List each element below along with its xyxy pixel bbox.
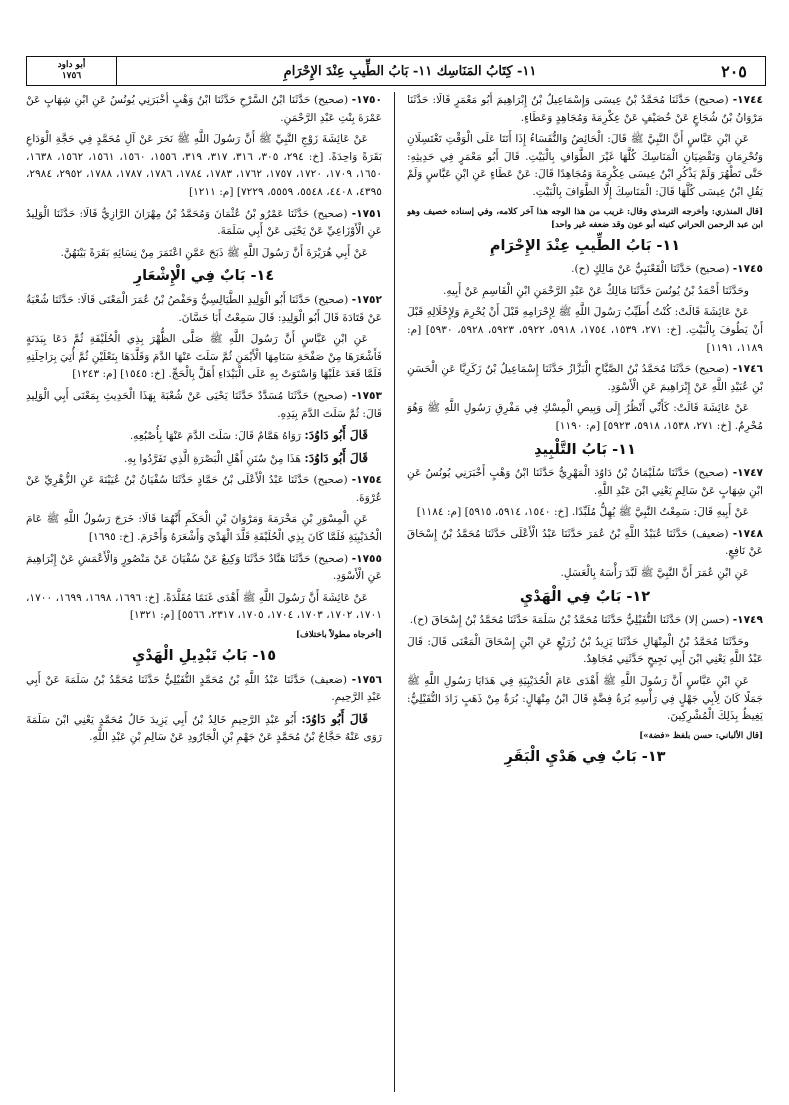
hadith-text: عَنْ عَائِشَةَ قَالَتْ: كَأَنِّي أَنْظُرُ إِلَى وَبِيصِ الْمِسْكِ فِي مَفْرِقِ رَسُولِ اللَّهِ ﷺ وَهُوَ مُحْرِمٌ. [خ: ٢٧١، ١٥٣٨، ٥٩١٨، ٥٩٢٣] [م: ١١٩٠] (407, 402, 763, 432)
side-book-name: أبو داود (57, 60, 86, 70)
author-remark-text: هَذَا مِنْ سُنَنِ أَهْلِ الْبَصْرَةِ الَّذِي تَفَرَّدُوا بِهِ. (124, 452, 302, 465)
right-column (407, 92, 763, 1097)
header-side-box (27, 57, 117, 85)
hadith-isnad: (صحيح) حَدَّثَنَا الْقَعْنَبِيُّ عَنْ مَالِكٍ (ح). (571, 263, 730, 276)
hadith-entry (26, 292, 382, 327)
chapter-heading: ١٤- بَابٌ فِي الْإِشْعَارِ (133, 268, 275, 285)
hadith-entry (26, 672, 382, 707)
hadith-text: عَنِ ابْنِ عَبَّاسٍ أَنَّ رَسُولَ اللَّهِ ﷺ صَلَّى الظُّهْرَ بِذِي الْحُلَيْفَةِ ثُمَّ دَعَا بِبَدَنَةٍ فَأَشْعَرَهَا مِنْ صَفْحَةِ سَنَامِهَا الْأَيْمَنِ ثُمَّ سَلَتَ عَنْهَا الدَّمَ وَقَلَّدَهَا بِنَعْلَيْنِ ثُمَّ أُتِيَ بِرَاحِلَتِهِ فَلَمَّا قَعَدَ عَلَيْهَا وَاسْتَوَتْ بِهِ عَلَى الْبَيْدَاءِ أَهَلَّ بِالْحَجِّ. [خ: ١٥٤٥] [م: ١٢٤٣] (26, 333, 382, 381)
chapter-heading: ١١- بَابُ الطِّيبِ عِنْدَ الإِحْرَامِ (489, 237, 681, 254)
hadith-text: عَنْ عَائِشَةَ زَوْجِ النَّبِيِّ ﷺ أَنَّ رَسُولَ اللَّهِ ﷺ نَحَرَ عَنْ آلِ مُحَمَّدٍ فِي حَجَّةِ الْوَدَاعِ بَقَرَةً وَاحِدَةً. [خ: ٢٩٤، ٣٠٥، ٣١٦، ٣١٧، ٣١٩، ١٥٥٦، ١٥٦٠، ١٥٦١، ١٥٦٢، ١٦٣٨، ١٦٥٠، ١٧٠٩، ١٧٢٠، ١٧٥٧، ١٧٦٢، ١٧٨٣، ١٧٨٤، ١٧٨٦، ١٧٨٧، ١٧٨٨، ٢٩٥٢، ٢٩٨٤، ٤٣٩٥، ٤٤٠٨، ٥٥٤٨، ٥٥٥٩، ٧٢٢٩] [م: ١٢١١] (26, 133, 382, 198)
author-remark-label: قَالَ أَبُو دَاوُدَ: (304, 450, 368, 465)
hadith-entry (26, 551, 382, 586)
hadith-entry (26, 472, 382, 507)
running-title: ١١- كِتَابُ المَنَاسِك ١١- بَابُ الطِّيبِ عِنْدَ الإِحْرَامِ (283, 63, 537, 79)
editor-note: [قال الألباني: حسن بلفظ «فضة»] (639, 730, 763, 741)
author-remark-label: قَالَ أَبُو دَاوُدَ: (301, 711, 368, 726)
hadith-entry (407, 361, 763, 396)
hadith-entry (407, 612, 763, 630)
hadith-number: ١٧٤٩- (732, 614, 763, 627)
author-remark-label: قَالَ أَبُو دَاوُدَ: (304, 428, 368, 443)
hadith-isnad: (حسن إلا) حَدَّثَنَا النُّفَيْلِيُّ حَدَّثَنَا مُحَمَّدُ بْنُ سَلَمَةَ حَدَّثَنَا مُحَمَّدُ بْنُ إِسْحَاقَ (ح). (409, 614, 730, 627)
hadith-entry (407, 92, 763, 127)
editor-note: [أخرجاه مطولاً باختلاف] (296, 630, 382, 641)
hadith-isnad: (صحيح) حَدَّثَنَا عَبْدُ الْأَعْلَى بْنُ حَمَّادٍ حَدَّثَنَا سُفْيَانُ بْنُ عُيَيْنَةَ عَنِ الزُّهْرِيِّ عَنْ عُرْوَةَ. (26, 474, 382, 504)
hadith-isnad: (صحيح) حَدَّثَنَا هَنَّادٌ حَدَّثَنَا وَكِيعٌ عَنْ سُفْيَانَ عَنْ مَنْصُورٍ وَالْأَعْمَشِ عَنْ إِبْرَاهِيمَ عَنِ الْأَسْوَدِ. (26, 552, 382, 583)
hadith-text: وحَدَّثَنَا أَحْمَدُ بْنُ يُونُسَ حَدَّثَنَا مَالِكٌ عَنْ عَبْدِ الرَّحْمَنِ ابْنِ الْقَاسِمِ عَنْ أَبِيهِ. (443, 284, 749, 297)
hadith-text: عَنْ أَبِي هُرَيْرَةَ أَنَّ رَسُولَ اللَّهِ ﷺ ذَبَحَ عَمَّنِ اعْتَمَرَ مِنْ نِسَائِهِ بَقَرَةً بَيْنَهُنَّ. (60, 246, 368, 259)
hadith-number: ١٧٤٨- (732, 527, 763, 540)
hadith-text: وحَدَّثَنَا مُحَمَّدُ بْنُ الْمِنْهَالِ حَدَّثَنَا يَزِيدُ بْنُ زُرَيْعٍ عَنِ ابْنِ إِسْحَاقَ الْمَعْنَى قَالَ: قَالَ عَبْدُ اللَّهِ يَعْنِي ابْنَ أَبِي نَجِيحٍ حَدَّثَنِي مُجَاهِدٌ. (407, 635, 763, 666)
hadith-text: عَنِ ابْنِ عَبَّاسٍ أَنَّ النَّبِيَّ ﷺ قَالَ: الْحَائِضُ وَالنُّفَسَاءُ إِذَا أَتَتَا عَلَى الْوَقْتِ تَغْتَسِلَانِ وَتُحْرِمَانِ وَتَقْضِيَانِ الْمَنَاسِكَ كُلَّهَا غَيْرَ الطَّوَافِ بِالْبَيْتِ. قَالَ أَبُو مَعْمَرٍ فِي حَدِيثِهِ: حَتَّى تَطْهُرَ وَلَمْ يَذْكُرِ ابْنُ عِيسَى عِكْرِمَةَ وَمُجَاهِدًا قَالَ: عَنْ عَطَاءٍ عَنِ ابْنِ عَبَّاسٍ وَلَمْ يَقُلِ ابْنُ عِيسَى كُلَّهَا قَالَ: الْمَنَاسِكَ إِلَّا الطَّوَافَ بِالْبَيْتِ. (407, 133, 763, 198)
hadith-isnad: (صحيح) حَدَّثَنَا مُحَمَّدُ بْنُ الصَّبَّاحِ الْبَزَّازُ حَدَّثَنَا إِسْمَاعِيلُ بْنُ زَكَرِيَّا عَنِ الْحَسَنِ بْنِ عُبَيْدِ اللَّهِ عَنْ إِبْرَاهِيمَ عَنِ الْأَسْوَدِ. (407, 363, 763, 393)
hadith-text: عَنْ عَائِشَةَ أَنَّ رَسُولَ اللَّهِ ﷺ أَهْدَى غَنَمًا مُقَلَّدَةً. [خ: ١٦٩٦، ١٦٩٨، ١٦٩٩، ١٧٠٠، ١٧٠١، ١٧٠٢، ١٧٠٣، ١٧٠٤، ١٧٠٥، ٢٣١٧، ٥٥٦٦] [م: ١٣٢١] (26, 591, 382, 622)
hadith-isnad: (صحيح) حَدَّثَنَا سُلَيْمَانُ بْنُ دَاوُدَ الْمَهْرِيُّ حَدَّثَنَا ابْنُ وَهْبٍ أَخْبَرَنِي يُونُسُ عَنِ ابْنِ شِهَابٍ عَنْ سَالِمٍ يَعْنِي ابْنَ عَبْدِ اللَّهِ. (407, 467, 763, 497)
page-header (26, 56, 766, 86)
author-remark (26, 450, 382, 469)
page-number: ٢٠٥ (721, 61, 747, 81)
hadith-number: ١٧٤٤- (732, 94, 763, 106)
hadith-number: ١٧٥٥- (351, 552, 382, 565)
author-remark-text: رَوَاهُ هَمَّامٌ قَالَ: سَلَتَ الدَّمَ عَنْهَا بِأُصْبُعِهِ. (129, 430, 302, 443)
hadith-number: ١٧٥٦- (351, 673, 382, 686)
hadith-number: ١٧٥١- (351, 207, 382, 220)
hadith-text: عَنْ عَائِشَةَ قَالَتْ: كُنْتُ أُطَيِّبُ رَسُولَ اللَّهِ ﷺ لِإِحْرَامِهِ قَبْلَ أَنْ يُحْرِمَ وَلِإِحْلَالِهِ قَبْلَ أَنْ يَطُوفَ بِالْبَيْتِ. [خ: ٢٧١، ١٥٣٩، ١٧٥٤، ٥٩١٨، ٥٩٢٢، ٥٩٢٣، ٥٩٢٨، ٥٩٣٠] [م: ١١٨٩، ١١٩١] (407, 306, 763, 354)
hadith-entry (26, 206, 382, 241)
left-column (26, 92, 382, 1097)
hadith-entry (407, 261, 763, 279)
author-remark (26, 711, 382, 747)
hadith-number: ١٧٥٣- (351, 389, 382, 402)
hadith-isnad: (صحيح) حَدَّثَنَا ابْنُ السَّرْحِ حَدَّثَنَا ابْنُ وَهْبٍ أَخْبَرَنِي يُونُسُ عَنِ ابْنِ شِهَابٍ عَنْ عَمْرَةَ بِنْتِ عَبْدِ الرَّحْمَنِ. (26, 94, 382, 124)
hadith-isnad: (ضعيف) حَدَّثَنَا عَبْدُ اللَّهِ بْنُ مُحَمَّدٍ النُّفَيْلِيُّ حَدَّثَنَا مُحَمَّدُ بْنُ سَلَمَةَ عَنْ أَبِي عَبْدِ الرَّحِيمِ. (26, 673, 382, 704)
hadith-entry (26, 92, 382, 127)
hadith-number: ١٧٥٤- (351, 474, 382, 487)
side-hadith-number: ١٧٥٦ (61, 71, 82, 81)
hadith-text: عَنْ أَبِيهِ قَالَ: سَمِعْتُ النَّبِيَّ ﷺ يُهِلُّ مُلَبِّدًا. [خ: ١٥٤٠، ٥٩١٤، ٥٩١٥] [م: ١١٨٤] (416, 506, 749, 519)
chapter-heading: ١١- بَابُ التَّلْبِيدِ (534, 441, 636, 458)
hadith-isnad: (صحيح) حَدَّثَنَا عَمْرُو بْنُ عُثْمَانَ وَمُحَمَّدُ بْنُ مِهْرَانَ الرَّازِيُّ قَالَا: حَدَّثَنَا الْوَلِيدُ عَنِ الْأَوْزَاعِيِّ عَنْ يَحْيَى عَنْ أَبِي سَلَمَةَ. (26, 207, 382, 238)
hadith-entry (26, 388, 382, 423)
hadith-entry (407, 526, 763, 561)
chapter-heading: ١٥- بَابُ تَبْدِيلِ الْهَدْيِ (131, 648, 277, 665)
hadith-entry (407, 465, 763, 500)
chapter-heading: ١٢- بَابٌ فِي الْهَدْيِ (519, 588, 651, 605)
column-divider (394, 92, 395, 1092)
author-remark-text: أَبُو عَبْدِ الرَّحِيمِ خَالِدُ بْنُ أَبِي يَزِيدَ خَالُ مُحَمَّدٍ يَعْنِي ابْنَ سَلَمَةَ رَوَى عَنْهُ حَجَّاجُ بْنُ مُحَمَّدٍ عَنْ جَهْمِ بْنِ الْجَارُودِ عَنْ سَالِمِ بْنِ عَبْدِ اللَّهِ. (26, 713, 382, 744)
hadith-number: ١٧٥٠- (351, 94, 382, 106)
hadith-text: عَنِ الْمِسْوَرِ بْنِ مَخْرَمَةَ وَمَرْوَانَ بْنِ الْحَكَمِ أَنَّهُمَا قَالَا: خَرَجَ رَسُولُ اللَّهِ ﷺ عَامَ الْحُدَيْبِيَةِ فَلَمَّا كَانَ بِذِي الْحُلَيْفَةِ قَلَّدَ الْهَدْيَ وَأَشْعَرَهُ وَأَحْرَمَ. [خ: ١٦٩٥] (26, 513, 382, 544)
hadith-number: ١٧٥٢- (351, 293, 382, 306)
editor-note: [قال المنذري: وأخرجه الترمذي وقال: غريب من هذا الوجه هذا آخر كلامه، وفي إسناده خصيف وهو ابن عبد الرحمن الحراني كنيته أبو عون وقد ضعفه غير واحد] (407, 206, 763, 230)
hadith-number: ١٧٤٧- (732, 467, 763, 480)
hadith-isnad: (صحيح) حَدَّثَنَا مُسَدَّدٌ حَدَّثَنَا يَحْيَى عَنْ شُعْبَةَ بِهَذَا الْحَدِيثِ بِمَعْنَى أَبِي الْوَلِيدِ قَالَ: ثُمَّ سَلَتَ الدَّمَ بِيَدِهِ. (26, 389, 382, 420)
chapter-heading: ١٣- بَابٌ فِي هَدْيِ الْبَقَرِ (504, 748, 666, 765)
hadith-number: ١٧٤٥- (732, 263, 763, 276)
hadith-text: عَنِ ابْنِ عُمَرَ أَنَّ النَّبِيَّ ﷺ لَبَّدَ رَأْسَهُ بِالْعَسَلِ. (560, 567, 749, 580)
hadith-isnad: (صحيح) حَدَّثَنَا مُحَمَّدُ بْنُ عِيسَى وَإِسْمَاعِيلُ بْنُ إِبْرَاهِيمَ أَبُو مَعْمَرٍ قَالَا: حَدَّثَنَا مَرْوَانُ بْنُ شُجَاعٍ عَنْ خُصَيْفٍ عَنْ عِكْرِمَةَ وَمُجَاهِدٍ وَعَطَاءٍ. (407, 94, 763, 124)
hadith-isnad: (صحيح) حَدَّثَنَا أَبُو الْوَلِيدِ الطَّيَالِسِيُّ وَحَفْصُ بْنُ عُمَرَ الْمَعْنَى قَالَا: حَدَّثَنَا شُعْبَةُ عَنْ قَتَادَةَ قَالَ أَبُو الْوَلِيدِ: قَالَ سَمِعْتُ أَبَا حَسَّانَ. (26, 293, 382, 324)
hadith-number: ١٧٤٦- (732, 363, 763, 376)
author-remark (26, 427, 382, 446)
hadith-text: عَنِ ابْنِ عَبَّاسٍ أَنَّ رَسُولَ اللَّهِ ﷺ أَهْدَى عَامَ الْحُدَيْبِيَةِ فِي هَدَايَا رَسُولِ اللَّهِ ﷺ جَمَلًا كَانَ لِأَبِي جَهْلٍ فِي رَأْسِهِ بُرَةُ فِضَّةٍ قَالَ ابْنُ مِنْهَالٍ: بُرَةٌ مِنْ ذَهَبٍ زَادَ النُّفَيْلِيُّ: يَغِيظُ بِذَلِكَ الْمُشْرِكِينَ. (407, 675, 763, 723)
hadith-isnad: (ضعيف) حَدَّثَنَا عُبَيْدُ اللَّهِ بْنُ عُمَرَ حَدَّثَنَا عَبْدُ الْأَعْلَى حَدَّثَنَا مُحَمَّدُ بْنُ إِسْحَاقَ عَنْ نَافِعٍ. (407, 527, 763, 558)
